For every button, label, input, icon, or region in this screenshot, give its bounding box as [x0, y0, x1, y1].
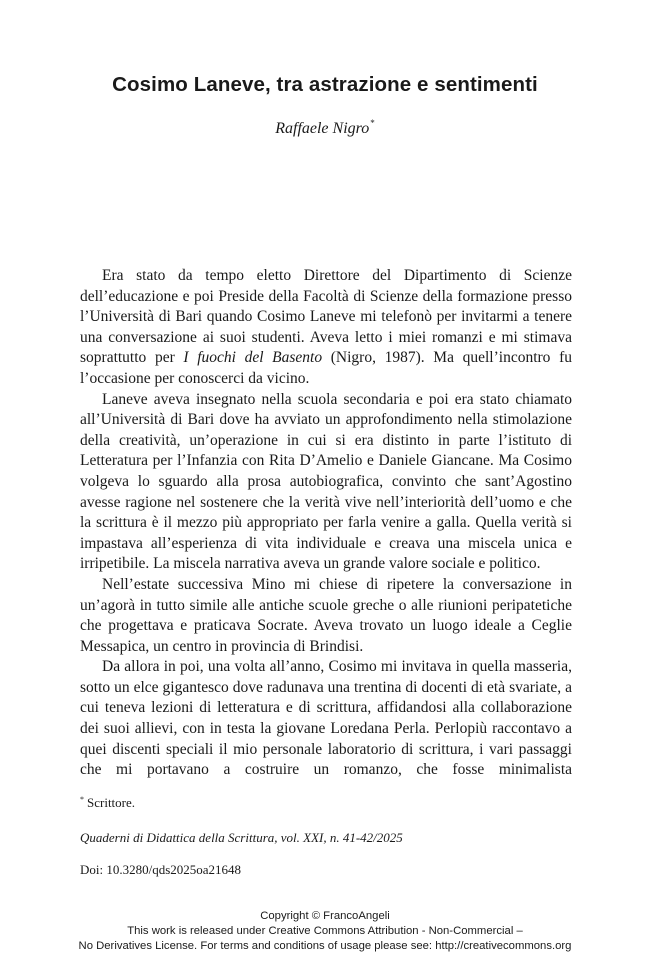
journal-reference: Quaderni di Didattica della Scrittura, vol. XXI, n. 41-42/2025: [80, 830, 403, 845]
footnote-text: Scrittore.: [87, 795, 136, 810]
copyright-notice: [0, 909, 650, 954]
paragraph-2: Laneve aveva insegnato nella scuola secondaria e poi era stato chiamato all’Università di Bari dove ha avviato un approfondimento nella stimolazione della creatività, un’operazione in cui si era distinto in parte l’istituto di Letteratura per l’Infanzia con Rita D’Amelio e Daniele Giancane. Ma Cosimo volgeva lo sguardo alla prosa autobiografica, convinto che sant’Agostino avesse ragione nel sostenere che la verità vive nell’interiorità dell’uomo e che la scrittura è il mezzo più appropriato per farla venire a galla. Quella verità si impastava all’esperienza di vita individuale e creava una miscela unica e irripetibile. La miscela narrativa aveva un grande valore sociale e politico.: [80, 390, 572, 573]
doi-line: Doi: 10.3280/qds2025oa21648: [80, 862, 242, 877]
paragraph-1-end: (Nigro, 1987). Ma quell’incontro fu l’occasione per conoscerci da vicino.: [80, 349, 572, 387]
article-body: [80, 266, 572, 781]
footnote-mark: *: [80, 795, 84, 804]
book-title: I fuochi del Basento: [183, 349, 323, 367]
paragraph-1: [80, 266, 572, 390]
paragraph-1-start: Era stato da tempo eletto Direttore del Dipartimento di Scienze dell’educazione e poi Preside della Facoltà di Scienze della formazione presso l’Università di Bari quando Cosimo Laneve mi telefonò per invitarmi a tenere una conversazione ai suoi studenti. Aveva letto i miei romanzi e mi stimava soprattutto per: [80, 267, 572, 367]
copyright-line-1: Copyright © FrancoAngeli: [260, 910, 390, 922]
footnote: [80, 795, 572, 811]
copyright-line-3: No Derivatives License. For terms and conditions of usage please see: http://creativecommons.org: [78, 940, 572, 952]
author-footnote-mark: *: [370, 118, 375, 128]
copyright-line-2: This work is released under Creative Commons Attribution - Non-Commercial –: [127, 925, 523, 937]
author-name: [0, 118, 650, 138]
author-name-text: Raffaele Nigro: [275, 120, 370, 137]
paragraph-4: Da allora in poi, una volta all’anno, Cosimo mi invitava in quella masseria, sotto un elce gigantesco dove radunava una trentina di docenti di età svariate, a cui teneva lezioni di letteratura e di scrittura, affidandosi alla collaborazione dei suoi allievi, con in testa la giovane Loredana Perla. Perlopiù raccontavo a quei discenti speciali il mio personale laboratorio di scrittura, i vari passaggi che mi portavano a costruire un romanzo, che fosse minimalista: [80, 658, 572, 779]
paragraph-3: Nell’estate successiva Mino mi chiese di ripetere la conversazione in un’agorà in tutto simile alle antiche scuole greche o alle riunioni peripatetiche che progettava e praticava Socrate. Aveva trovato un luogo ideale a Ceglie Messapica, un centro in provincia di Brindisi.: [80, 575, 572, 655]
article-title: Cosimo Laneve, tra astrazione e sentimenti: [112, 73, 538, 96]
